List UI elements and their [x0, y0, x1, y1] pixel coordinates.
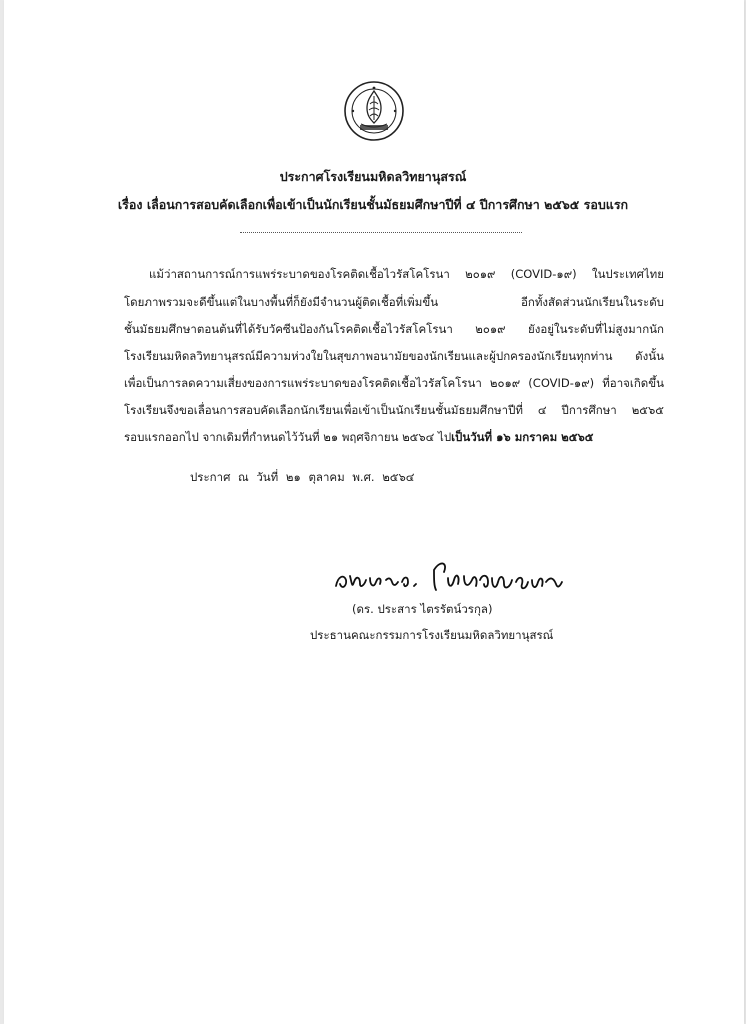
body-paragraph-line: โดยภาพรวมจะดีขึ้นแต่ในบางพื้นที่ก็ยังมีจำนวนผู้ติดเชื้อที่เพิ่มขึ้น อีกทั้งสัดส่วนนักเรียนในระดับ — [124, 295, 664, 309]
body-paragraph-line: เพื่อเป็นการลดความเสี่ยงของการแพร่ระบาดของโรคติดเชื้อไวรัสโคโรนา ๒๐๑๙ (COVID-๑๙) ที่อาจเกิดขึ้น — [124, 376, 664, 390]
document-page — [4, 0, 744, 1024]
body-paragraph-line — [124, 429, 664, 447]
handwritten-signature — [330, 552, 570, 602]
announcement-date: ประกาศ ณ วันที่ ๒๑ ตุลาคม พ.ศ. ๒๕๖๔ — [190, 470, 415, 484]
signer-name: (ดร. ประสาร ไตรรัตน์วรกุล) — [352, 602, 493, 616]
body-paragraph-line: แม้ว่าสถานการณ์การแพร่ระบาดของโรคติดเชื้อไวรัสโคโรนา ๒๐๑๙ (COVID-๑๙) ในประเทศไทย — [149, 267, 664, 281]
announcement-title: ประกาศโรงเรียนมหิดลวิทยานุสรณ์ — [279, 169, 467, 184]
body-paragraph-line: โรงเรียนจึงขอเลื่อนการสอบคัดเลือกนักเรียนเพื่อเข้าเป็นนักเรียนชั้นมัธยมศึกษาปีที่ ๔ ปีการศึกษา ๒๕๖๕ — [124, 403, 664, 417]
dotted-divider — [240, 232, 522, 233]
signer-position: ประธานคณะกรรมการโรงเรียนมหิดลวิทยานุสรณ์ — [310, 628, 554, 642]
postponement-text: รอบแรกออกไป จากเดิมที่กำหนดไว้วันที่ ๒๑ พฤศจิกายน ๒๕๖๔ ไป — [124, 430, 452, 444]
body-paragraph-line: โรงเรียนมหิดลวิทยานุสรณ์มีความห่วงใยในสุขภาพอนามัยของนักเรียนและผู้ปกครองนักเรียนทุกท่าน ดังนั้น — [124, 349, 664, 363]
new-exam-date: เป็นวันที่ ๑๖ มกราคม ๒๕๖๕ — [451, 430, 594, 444]
body-paragraph-line: ชั้นมัธยมศึกษาตอนต้นที่ได้รับวัคซีนป้องกันโรคติดเชื้อไวรัสโคโรนา ๒๐๑๙ ยังอยู่ในระดับที่ไม่สูงมากนัก — [124, 322, 664, 336]
school-seal-logo — [343, 80, 405, 142]
announcement-subject: เรื่อง เลื่อนการสอบคัดเลือกเพื่อเข้าเป็นนักเรียนชั้นมัธยมศึกษาปีที่ ๔ ปีการศึกษา ๒๕๖๕ รอบแรก — [117, 197, 629, 212]
